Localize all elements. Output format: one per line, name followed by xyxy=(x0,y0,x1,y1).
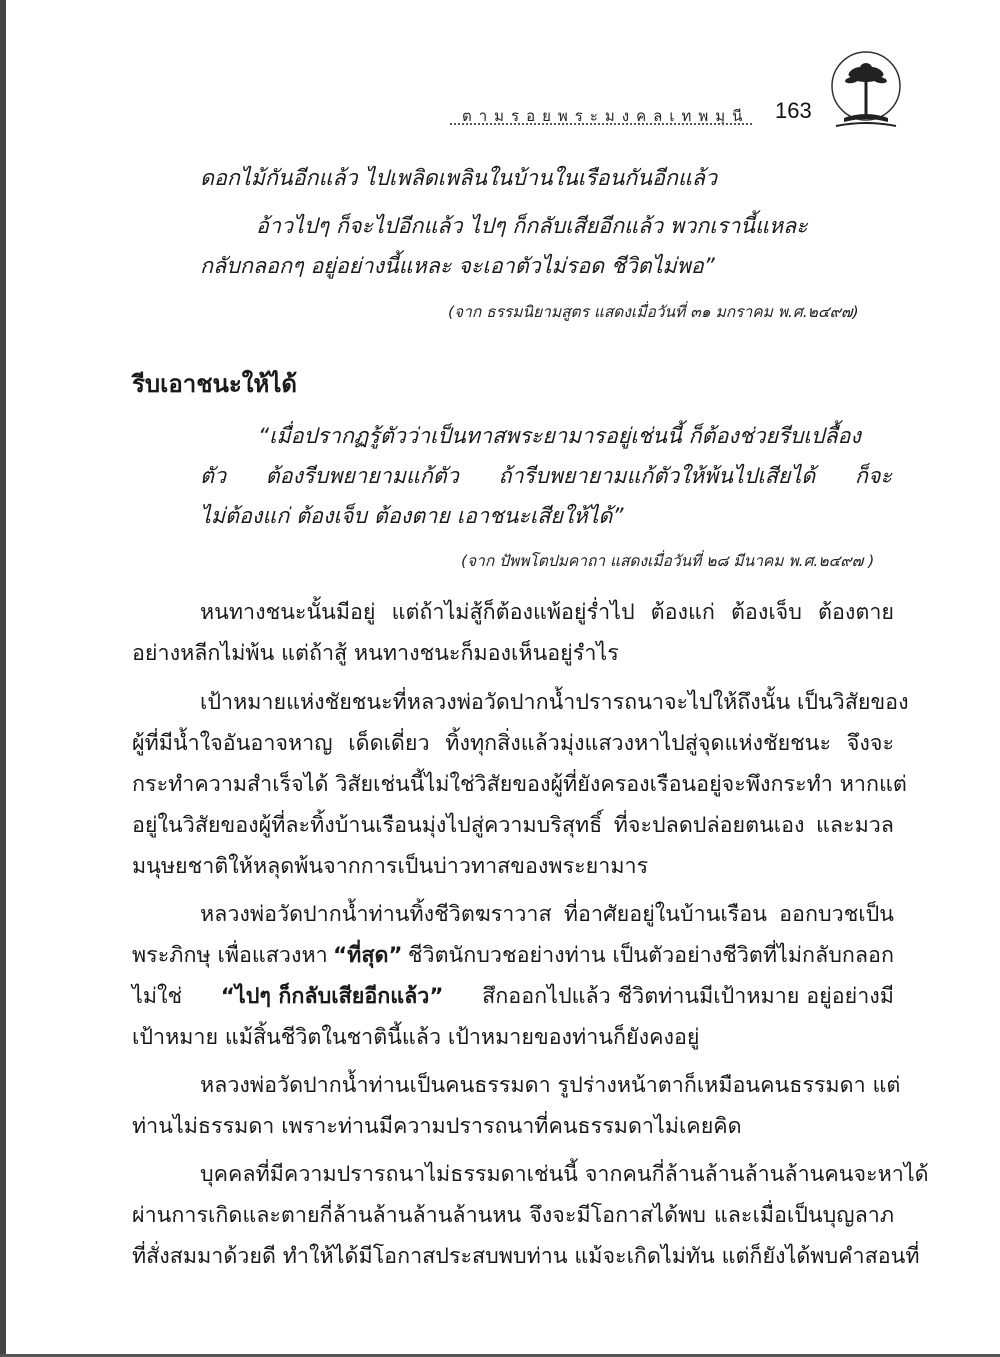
p3-line-1: หลวงพ่อวัดปากน้ำท่านทิ้งชีวิตฆราวาส ที่อาศัยอยู่ในบ้านเรือน ออกบวชเป็น xyxy=(200,902,894,927)
p5-line-1: บุคคลที่มีความปรารถนาไม่ธรรมดาเช่นนี้ จากคนกี่ล้านล้านล้านล้านคนจะหาได้ xyxy=(200,1162,929,1187)
p3-line-2-text-c: ชีวิตนักบวชอย่างท่าน เป็นตัวอย่างชีวิตที่ไม่กลับกลอก xyxy=(407,943,894,968)
page-number: 163 xyxy=(775,98,812,123)
quote1-citation: (จาก ธรรมนิยามสูตร แสดงเมื่อวันที่ ๓๑ มกราคม พ.ศ.๒๔๙๗) xyxy=(448,303,859,321)
p2-line-3: กระทำความสำเร็จได้ วิสัยเช่นนี้ไม่ใช่วิสัยของผู้ที่ยังครองเรือนอยู่จะพึงกระทำ หากแต่ xyxy=(132,772,907,797)
page-edge-left xyxy=(0,0,6,1357)
p5-line-3: ที่สั่งสมมาด้วยดี ทำให้ได้มีโอกาสประสบพบท่าน แม้จะเกิดไม่ทัน แต่ก็ยังได้พบคำสอนที่ xyxy=(132,1244,920,1269)
p2-line-4: อยู่ในวิสัยของผู้ที่ละทิ้งบ้านเรือนมุ่งไปสู่ความบริสุทธิ์ ที่จะปลดปล่อยตนเอง และมวล xyxy=(132,813,894,838)
quote2-line-3: ไม่ต้องแก่ ต้องเจ็บ ต้องตาย เอาชนะเสียให้ได้” xyxy=(200,504,624,529)
p3-line-4: เป้าหมาย แม้สิ้นชีวิตในชาตินี้แล้ว เป้าหมายของท่านก็ยังคงอยู่ xyxy=(132,1025,700,1050)
lotus-tree-emblem-icon xyxy=(826,46,906,136)
p4-line-1: หลวงพ่อวัดปากน้ำท่านเป็นคนธรรมดา รูปร่างหน้าตาก็เหมือนคนธรรมดา แต่ xyxy=(200,1073,901,1098)
p2-line-5: มนุษยชาติให้หลุดพ้นจากการเป็นบ่าวทาสของพระยามาร xyxy=(132,854,649,879)
quote2-citation: (จาก ปัพพโตปมคาถา แสดงเมื่อวันที่ ๒๘ มีนาคม พ.ศ.๒๔๙๗ ) xyxy=(461,552,875,570)
p3-line-3-text-c: สึกออกไปแล้ว ชีวิตท่านมีเป้าหมาย อยู่อย่างมี xyxy=(482,984,894,1009)
quote1-line-3: กลับกลอกๆ อยู่อย่างนี้แหละ จะเอาตัวไม่รอด ชีวิตไม่พอ” xyxy=(200,254,715,279)
p3-line-3 xyxy=(132,982,894,1012)
quote1-line-2: อ้าวไปๆ ก็จะไปอีกแล้ว ไปๆ ก็กลับเสียอีกแล้ว พวกเรานี้แหละ xyxy=(256,214,808,239)
p3-line-2 xyxy=(132,941,894,971)
quote2-line-2: ตัว ต้องรีบพยายามแก้ตัว ถ้ารีบพยายามแก้ตัวให้พ้นไปเสียได้ ก็จะ xyxy=(200,464,892,489)
p1-line-1: หนทางชนะนั้นมีอยู่ แต่ถ้าไม่สู้ก็ต้องแพ้อยู่ร่ำไป ต้องแก่ ต้องเจ็บ ต้องตาย xyxy=(200,600,894,625)
p4-line-2: ท่านไม่ธรรมดา เพราะท่านมีความปรารถนาที่คนธรรมดาไม่เคยคิด xyxy=(132,1114,742,1139)
p5-line-2: ผ่านการเกิดและตายกี่ล้านล้านล้านล้านหน จึงจะมีโอกาสได้พบ และเมื่อเป็นบุญลาภ xyxy=(132,1203,894,1228)
p3-line-3-text-a: ไม่ใช่ xyxy=(132,984,183,1009)
p2-line-2: ผู้ที่มีน้ำใจอันอาจหาญ เด็ดเดี่ยว ทิ้งทุกสิ่งแล้วมุ่งแสวงหาไปสู่จุดแห่งชัยชนะ จึงจะ xyxy=(132,731,894,756)
p1-line-2: อย่างหลีกไม่พ้น แต่ถ้าสู้ หนทางชนะก็มองเห็นอยู่รำไร xyxy=(132,641,619,666)
quote2-line-1: “เมื่อปรากฏรู้ตัวว่าเป็นทาสพระยามารอยู่เช่นนี้ ก็ต้องช่วยรีบเปลื้อง xyxy=(258,424,861,449)
section-heading: รีบเอาชนะให้ได้ xyxy=(132,370,297,398)
p3-line-2-text-a: พระภิกษุ เพื่อแสวงหา xyxy=(132,943,328,968)
header-dotted-rule xyxy=(450,123,752,125)
p3-emphasis-the-ultimate: “ที่สุด” xyxy=(333,943,403,968)
quote1-line-1: ดอกไม้กันอีกแล้ว ไปเพลิดเพลินในบ้านในเรือนกันอีกแล้ว xyxy=(200,166,718,191)
p3-emphasis-going-and-coming-back: “ไปๆ ก็กลับเสียอีกแล้ว” xyxy=(220,984,444,1009)
p2-line-1: เป้าหมายแห่งชัยชนะที่หลวงพ่อวัดปากน้ำปรารถนาจะไปให้ถึงนั้น เป็นวิสัยของ xyxy=(200,690,909,715)
running-title: ตามรอยพระมงคลเทพมุนี xyxy=(462,107,750,125)
